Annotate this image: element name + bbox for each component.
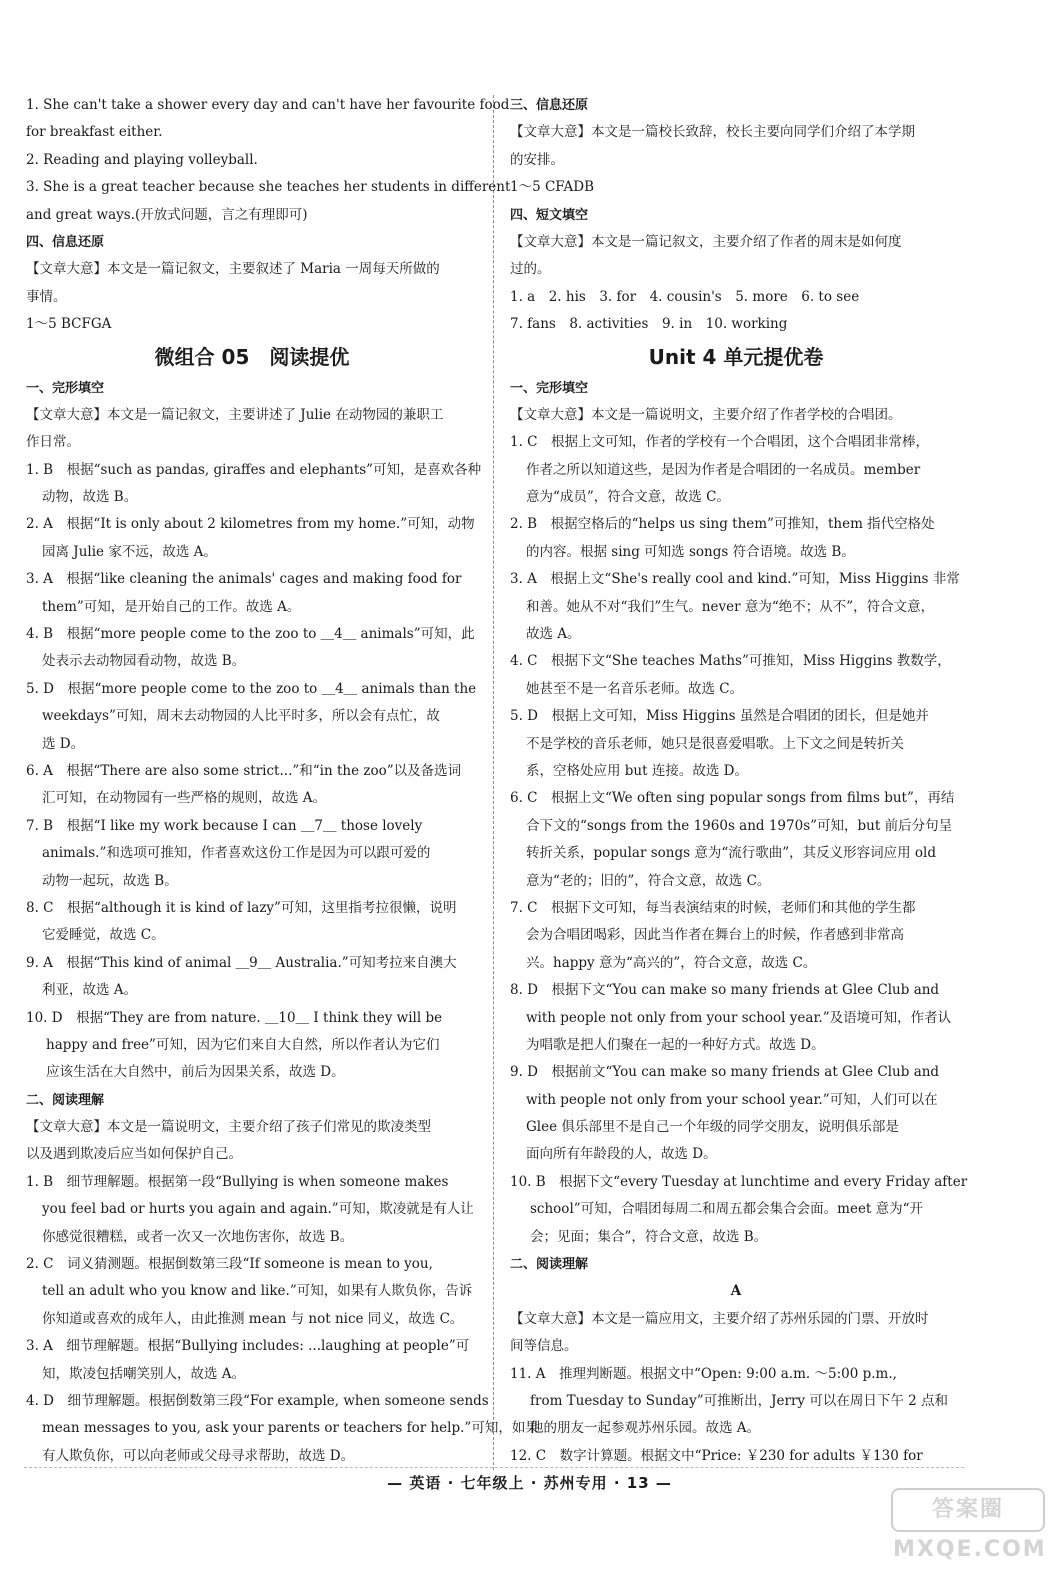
text-line: 处表示去动物园看动物，故选 B。 [42,653,246,670]
text-line: 过的。 [510,261,551,278]
text-line: 作者之所以知道这些，是因为作者是合唱团的一名成员。member [526,461,921,478]
text-line: 1～5 CFADB [510,179,594,196]
footer-rule [24,1467,964,1468]
text-line: happy and free”可知，因为它们来自大自然，所以作者认为它们 [46,1036,440,1053]
text-line: 意为“成员”，符合文意，故选 C。 [526,489,730,506]
part-title: Unit 4 单元提优卷 [648,344,824,369]
text-line: 不是学校的音乐老师，她只是很喜爱唱歌。上下文之间是转折关 [526,735,904,752]
section-heading: 一、完形填空 [26,380,105,396]
column-divider [493,95,494,1470]
passage-label: A [730,1283,742,1300]
section-heading: 二、阅读理解 [510,1257,589,1273]
text-line: 应该生活在大自然中，前后为因果关系，故选 D。 [46,1064,345,1081]
text-line: 合下文的“songs from the 1960s and 1970s”可知，but 前后分句呈 [526,817,953,834]
text-line: 12. C 数字计算题。根据文中“Price: ￥230 for adults ￥130 for [510,1447,923,1464]
text-line: 1. a 2. his 3. for 4. cousin's 5. more 6. to see [510,288,860,305]
text-line: 的安排。 [510,151,564,168]
text-line: 汇可知，在动物园有一些严格的规则，故选 A。 [42,790,327,807]
text-line: 知，欺凌包括嘲笑别人，故选 A。 [42,1365,246,1382]
text-line: 8. D 根据下文“You can make so many friends at Glee Club and [510,982,940,999]
text-line: 【文章大意】本文是一篇记叙文，主要叙述了 Maria 一周每天所做的 [26,261,440,278]
watermark-logo: 答案圈 MXQE.COM [891,1488,1045,1532]
text-line: 7. C 根据下文可知，每当表演结束的时候，老师们和其他的学生都 [510,899,916,916]
text-line: 【文章大意】本文是一篇说明文，主要介绍了孩子们常见的欺凌类型 [26,1119,431,1136]
text-line: 兴。happy 意为“高兴的”，符合文意，故选 C。 [526,954,817,971]
text-line: Glee 俱乐部里不是自己一个年级的同学交朋友，说明俱乐部是 [526,1119,899,1136]
text-line: animals.”和选项可推知，作者喜欢这份工作是因为可以跟可爱的 [42,845,431,862]
text-line: 6. C 根据上文“We often sing popular songs from films but”，再结 [510,790,955,807]
section-heading: 二、阅读理解 [26,1092,105,1108]
text-line: 3. A 细节理解题。根据“Bullying includes: ...laughing at people”可 [26,1338,470,1355]
text-line: 面向所有年龄段的人，故选 D。 [526,1146,717,1163]
part-title: 微组合 05 阅读提优 [154,344,350,369]
text-line: 系，空格处应用 but 连接。故选 D。 [526,762,748,779]
page-footer: — 英语 · 七年级上 · 苏州专用 · 13 — [387,1474,672,1492]
section-heading: 一、完形填空 [510,380,589,396]
text-line: 作日常。 [26,434,80,451]
text-line: 动物一起玩，故选 B。 [42,872,178,889]
text-line: tell an adult who you know and like.”可知，如果有人欺负你，告诉 [42,1283,473,1300]
text-line: 4. D 细节理解题。根据倒数第三段“For example, when someone sends [26,1392,489,1409]
text-line: 【文章大意】本文是一篇记叙文，主要介绍了作者的周末是如何度 [510,233,902,250]
text-line: 10. B 根据下文“every Tuesday at lunchtime and every Friday after [510,1173,968,1190]
text-line: 2. B 根据空格后的“helps us sing them”可推知，them 指代空格处 [510,516,935,533]
text-line: 3. She is a great teacher because she teaches her students in different [26,179,511,196]
text-line: 2. C 词义猜测题。根据倒数第三段“If someone is mean to you, [26,1256,433,1273]
text-line: for breakfast either. [26,124,163,141]
section-heading: 四、信息还原 [26,234,105,250]
text-line: 和善。她从不对“我们”生气。never 意为“绝不；从不”，符合文意， [526,598,935,615]
text-line: 以及遇到欺凌后应当如何保护自己。 [26,1146,242,1163]
text-line: 会；见面；集合”，符合文意，故选 B。 [530,1228,768,1245]
text-line: 1～5 BCFGA [26,316,112,333]
text-line: 1. B 根据“such as pandas, giraffes and elephants”可知，是喜欢各种 [26,461,482,478]
text-line: 1. She can't take a shower every day and can't have her favourite food [26,97,510,113]
text-line: 她甚至不是一名音乐老师。故选 C。 [526,680,744,697]
text-line: 他的朋友一起参观苏州乐园。故选 A。 [530,1420,761,1437]
text-line: with people not only from your school year.”及语境可知，作者认 [526,1009,952,1026]
text-line: 11. A 推理判断题。根据文中“Open: 9:00 a.m. ～5:00 p.m., [510,1365,897,1382]
text-line: 2. A 根据“It is only about 2 kilometres from my home.”可知，动物 [26,516,475,533]
text-line: 3. A 根据“like cleaning the animals' cages and making food for [26,571,462,588]
text-line: 5. D 根据上文可知，Miss Higgins 虽然是合唱团的团长，但是她并 [510,708,929,725]
text-line: 有人欺负你，可以向老师或父母寻求帮助，故选 D。 [42,1447,355,1464]
text-line: 【文章大意】本文是一篇说明文，主要介绍了作者学校的合唱团。 [510,406,902,423]
text-line: 你知道或喜欢的成年人，由此推测 mean 与 not nice 同义，故选 C。 [42,1310,464,1327]
text-line: weekdays”可知，周末去动物园的人比平时多，所以会有点忙，故 [42,708,440,725]
text-line: 6. A 根据“There are also some strict...”和“in the zoo”以及备选词 [26,762,462,779]
text-line: 【文章大意】本文是一篇记叙文，主要讲述了 Julie 在动物园的兼职工 [26,406,444,423]
text-line: 为唱歌是把人们聚在一起的一种好方式。故选 D。 [526,1036,825,1053]
text-line: 动物，故选 B。 [42,489,138,506]
text-line: 间等信息。 [510,1338,578,1355]
text-line: 它爱睡觉，故选 C。 [42,927,165,944]
text-line: 的内容。根据 sing 可知选 songs 符合语境。故选 B。 [526,543,855,560]
text-line: 8. C 根据“although it is kind of lazy”可知，这里指考拉很懒，说明 [26,899,457,916]
text-line: 3. A 根据上文“She's really cool and kind.”可知，Miss Higgins 非常 [510,571,960,588]
text-line: school”可知，合唱团每周二和周五都会集合会面。meet 意为“开 [530,1201,924,1218]
text-line: them”可知，是开始自己的工作。故选 A。 [42,598,301,615]
text-line: with people not only from your school year.”可知，人们可以在 [526,1091,938,1108]
text-line: from Tuesday to Sunday”可推断出，Jerry 可以在周日下午 2 点和 [530,1392,948,1409]
text-line: 【文章大意】本文是一篇应用文，主要介绍了苏州乐园的门票、开放时 [510,1310,929,1327]
text-line: 1. C 根据上文可知，作者的学校有一个合唱团，这个合唱团非常棒， [510,434,930,451]
text-line: 【文章大意】本文是一篇校长致辞，校长主要向同学们介绍了本学期 [510,124,915,141]
text-line: 1. B 细节理解题。根据第一段“Bullying is when someone makes [26,1173,449,1190]
text-line: 7. fans 8. activities 9. in 10. working [510,316,788,333]
text-line: mean messages to you, ask your parents or teachers for help.”可知，如果 [42,1420,539,1437]
text-line: 选 D。 [42,735,85,752]
text-line: 4. B 根据“more people come to the zoo to ＿4＿ animals”可知，此 [26,626,475,643]
right-column [510,92,968,1470]
text-line: 你感觉很糟糕，或者一次又一次地伤害你，故选 B。 [42,1228,354,1245]
text-line: 9. D 根据前文“You can make so many friends at Glee Club and [510,1064,940,1081]
text-line: 园离 Julie 家不远，故选 A。 [42,543,217,560]
text-line: 9. A 根据“This kind of animal ＿9＿ Australia.”可知考拉来自澳大 [26,954,457,971]
text-line: 4. C 根据下文“She teaches Maths”可推知，Miss Higgins 教数学， [510,653,951,670]
text-line: 转折关系，popular songs 意为“流行歌曲”，其反义形容词应用 old [526,845,937,862]
text-line: 2. Reading and playing volleyball. [26,151,258,168]
text-line: 故选 A。 [526,626,581,643]
text-line: and great ways.(开放式问题，言之有理即可) [26,206,308,223]
text-line: 利亚，故选 A。 [42,982,138,999]
section-heading: 三、信息还原 [510,98,589,113]
section-heading: 四、短文填空 [510,207,589,223]
text-line: 10. D 根据“They are from nature. ＿10＿ I think they will be [26,1009,443,1026]
text-line: 事情。 [26,288,67,305]
text-line: you feel bad or hurts you again and again.”可知，欺凌就是有人让 [42,1201,474,1218]
text-line: 会为合唱团喝彩，因此当作者在舞台上的时候，作者感到非常高 [526,927,904,944]
text-line: 5. D 根据“more people come to the zoo to ＿4＿ animals than the [26,680,477,697]
text-line: 7. B 根据“I like my work because I can ＿7＿ those lovely [26,817,423,834]
text-line: 意为“老的；旧的”，符合文意，故选 C。 [526,872,771,889]
